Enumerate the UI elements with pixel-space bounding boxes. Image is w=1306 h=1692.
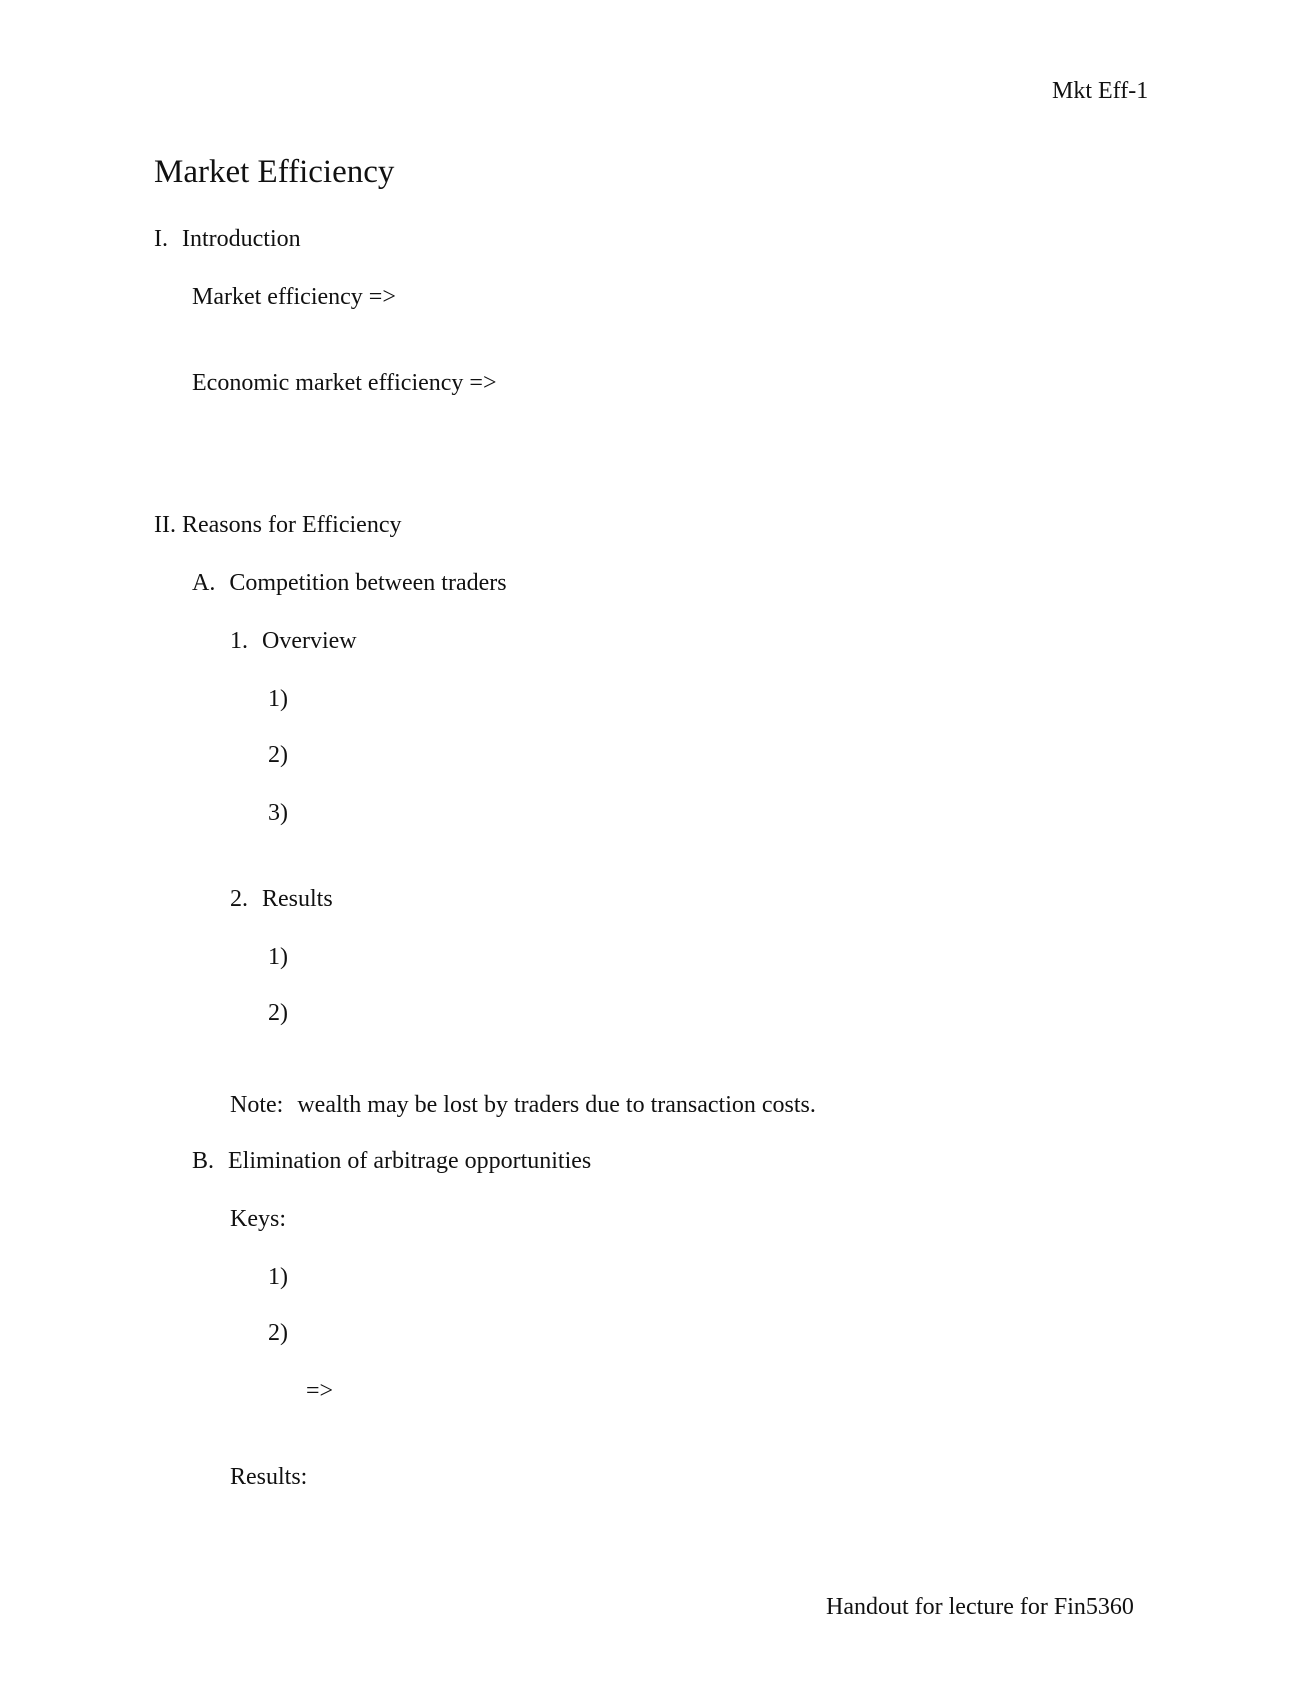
page-label: Mkt Eff-1 xyxy=(1052,78,1149,104)
results-item-1: 1) xyxy=(268,944,288,970)
results-b-label: Results: xyxy=(230,1464,308,1490)
overview-heading xyxy=(230,626,357,656)
results-label: 2. xyxy=(230,886,248,912)
results-item-2: 2) xyxy=(268,1000,288,1026)
subsection-b-label: B. xyxy=(192,1148,215,1174)
note-line xyxy=(230,1090,816,1120)
keys-item-2: 2) xyxy=(268,1320,288,1346)
note-label: Note: xyxy=(230,1092,284,1118)
section-1-heading xyxy=(154,224,301,254)
subsection-a-label: A. xyxy=(192,570,216,596)
results-title: Results xyxy=(262,886,333,912)
overview-item-1: 1) xyxy=(268,686,288,712)
subsection-b-title: Elimination of arbitrage opportunities xyxy=(228,1148,592,1174)
keys-arrow: => xyxy=(306,1378,334,1404)
subsection-a-heading xyxy=(192,568,507,598)
keys-item-1: 1) xyxy=(268,1264,288,1290)
footer-text: Handout for lecture for Fin5360 xyxy=(826,1594,1134,1620)
document-title: Market Efficiency xyxy=(154,154,395,190)
section-1-title: Introduction xyxy=(182,226,301,252)
note-text: wealth may be lost by traders due to transaction costs. xyxy=(297,1092,816,1118)
overview-label: 1. xyxy=(230,628,248,654)
section-2-heading: II. Reasons for Efficiency xyxy=(154,512,402,538)
overview-item-2: 2) xyxy=(268,742,288,768)
market-efficiency-line: Market efficiency => xyxy=(192,284,396,310)
overview-item-3: 3) xyxy=(268,800,288,826)
keys-label: Keys: xyxy=(230,1206,286,1232)
section-1-number: I. xyxy=(154,226,168,252)
economic-market-efficiency-line: Economic market efficiency => xyxy=(192,370,497,396)
subsection-b-heading xyxy=(192,1146,591,1176)
overview-title: Overview xyxy=(262,628,357,654)
subsection-a-title: Competition between traders xyxy=(229,570,507,596)
results-heading xyxy=(230,884,333,914)
